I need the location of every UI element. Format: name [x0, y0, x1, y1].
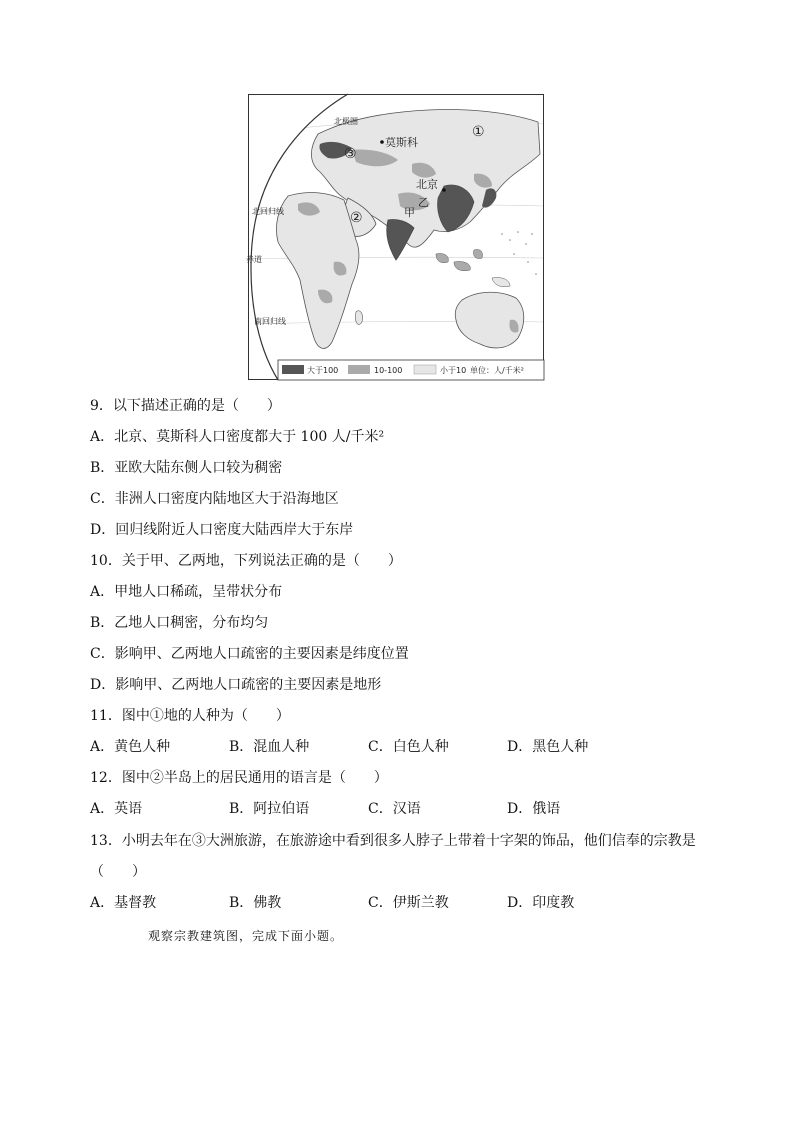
instruction-note: 观察宗教建筑图，完成下面小题。 — [148, 929, 344, 943]
map-legend — [278, 360, 544, 380]
label-equator: 赤道 — [246, 255, 262, 264]
question-10-option-a[interactable]: A．甲地人口稀疏，呈带状分布 — [90, 584, 283, 600]
marker-2: ② — [350, 210, 363, 226]
population-density-map — [248, 94, 544, 380]
question-11-option-c[interactable]: C．白色人种 — [368, 739, 449, 755]
question-11-option-d[interactable]: D．黑色人种 — [507, 739, 589, 755]
question-11-stem: 11．图中①地的人种为（ ） — [90, 708, 290, 724]
question-12-stem: 12．图中②半岛上的居民通用的语言是（ ） — [90, 770, 388, 786]
question-10-option-b[interactable]: B．乙地人口稠密，分布均匀 — [90, 615, 269, 631]
question-13-stem: 13．小明去年在③大洲旅游，在旅游途中看到很多人脖子上带着十字架的饰品，他们信奉的宗教是 — [90, 833, 696, 849]
label-jia: 甲 — [404, 206, 415, 219]
question-9-option-a[interactable]: A．北京、莫斯科人口密度都大于 100 人/千米² — [90, 429, 385, 445]
label-yi: 乙 — [418, 196, 429, 209]
question-12-option-b[interactable]: B．阿拉伯语 — [229, 801, 310, 817]
legend-high: 大于100 — [307, 366, 339, 375]
label-moscow: 莫斯科 — [385, 136, 418, 149]
question-9-option-c[interactable]: C．非洲人口密度内陆地区大于沿海地区 — [90, 491, 339, 507]
question-10-stem: 10．关于甲、乙两地，下列说法正确的是（ ） — [90, 553, 402, 569]
label-tropic-of-cancer: 北回归线 — [252, 207, 284, 216]
question-13-option-c[interactable]: C．伊斯兰教 — [368, 895, 449, 911]
legend-swatch-low — [414, 365, 436, 374]
map-svg — [248, 94, 544, 380]
label-beijing: 北京 — [416, 178, 438, 191]
question-9-stem: 9．以下描述正确的是（ ） — [90, 398, 281, 414]
question-12-option-c[interactable]: C．汉语 — [368, 801, 421, 817]
question-9-option-d[interactable]: D．回归线附近人口密度大陆西岸大于东岸 — [90, 522, 354, 538]
question-13-option-d[interactable]: D．印度教 — [507, 895, 575, 911]
label-tropic-of-capricorn: 南回归线 — [254, 317, 286, 326]
label-arctic-circle: 北极圈 — [334, 117, 358, 126]
marker-1: ① — [472, 124, 485, 140]
legend-swatch-mid — [348, 365, 370, 374]
question-11-option-b[interactable]: B．混血人种 — [229, 739, 310, 755]
legend-mid: 10-100 — [374, 366, 403, 375]
question-10-option-d[interactable]: D．影响甲、乙两地人口疏密的主要因素是地形 — [90, 677, 382, 693]
question-10-option-c[interactable]: C．影响甲、乙两地人口疏密的主要因素是纬度位置 — [90, 646, 409, 662]
question-11-option-a[interactable]: A．黄色人种 — [90, 739, 171, 755]
question-13-option-b[interactable]: B．佛教 — [229, 895, 282, 911]
marker-3: ③ — [344, 146, 357, 162]
legend-low: 小于10 — [440, 366, 467, 375]
question-9-option-b[interactable]: B．亚欧大陆东侧人口较为稠密 — [90, 460, 283, 476]
question-12-option-a[interactable]: A．英语 — [90, 801, 143, 817]
question-13-option-a[interactable]: A．基督教 — [90, 895, 157, 911]
legend-unit: 单位：人/千米² — [470, 366, 524, 375]
legend-swatch-high — [282, 365, 304, 374]
question-13-stem-cont: （ ） — [90, 864, 146, 880]
question-12-option-d[interactable]: D．俄语 — [507, 801, 561, 817]
